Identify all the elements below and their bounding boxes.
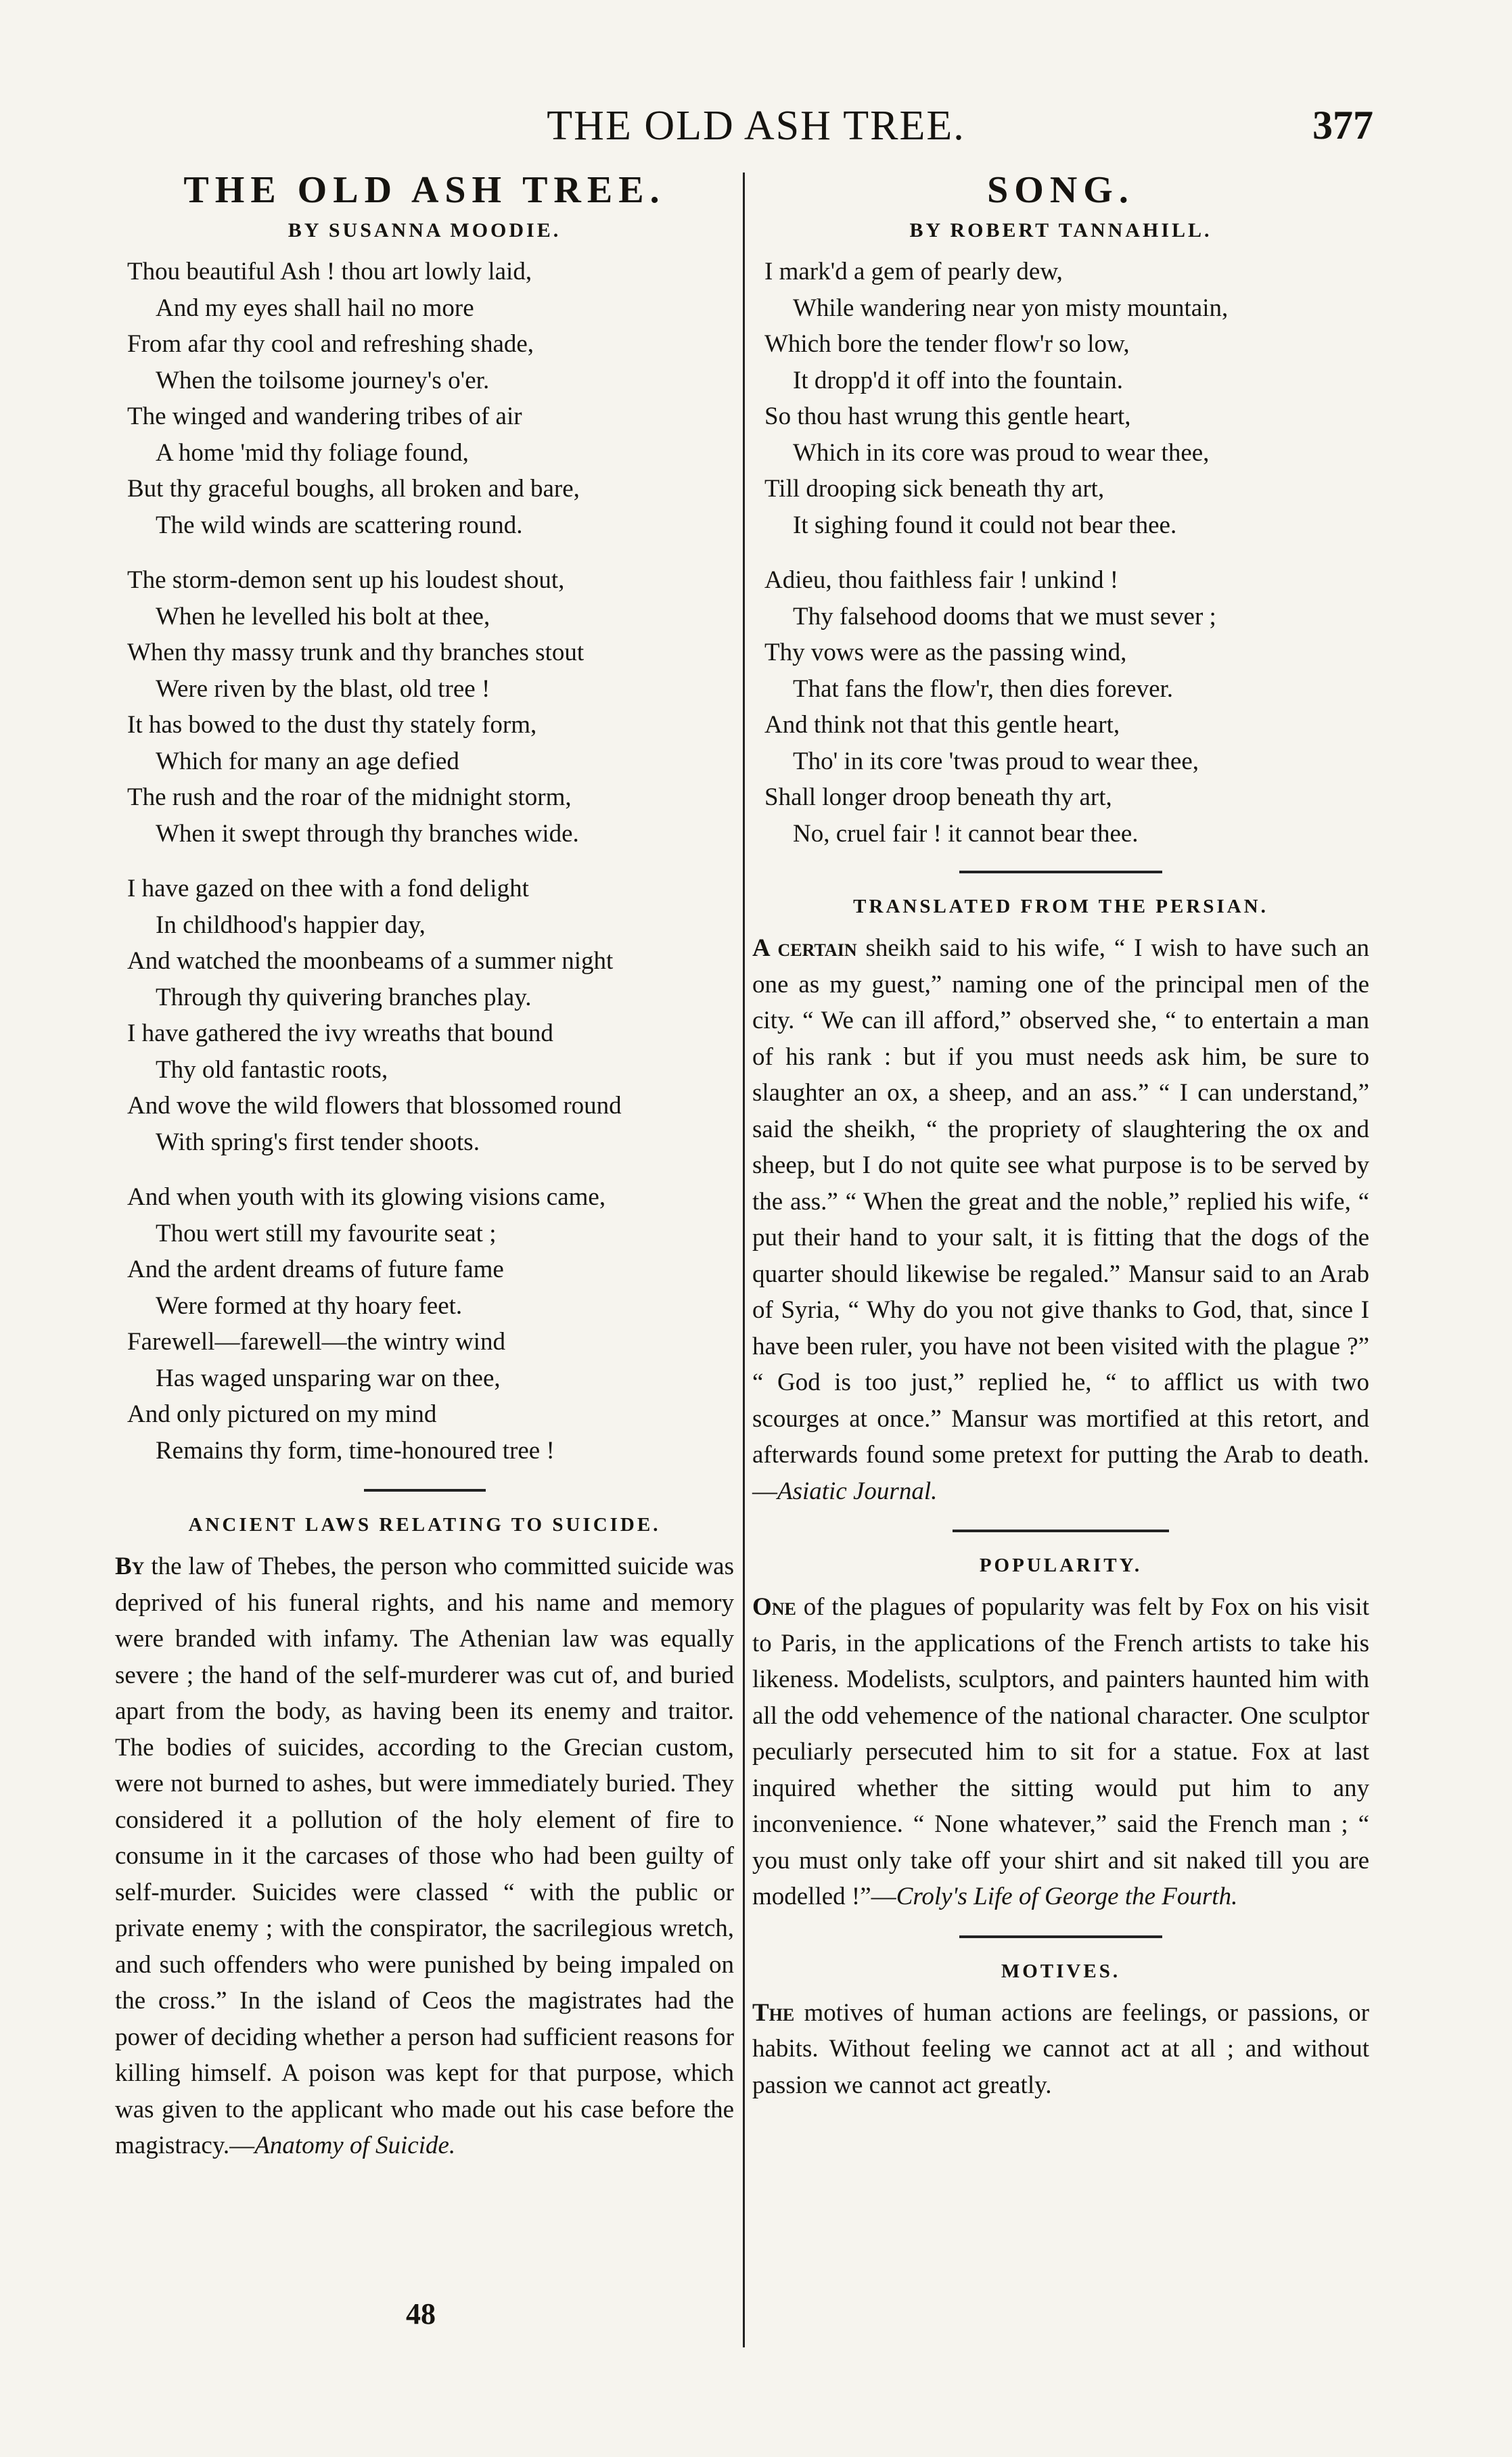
verse-line: I have gazed on thee with a fond delight	[127, 875, 529, 902]
stanza	[115, 1179, 734, 1469]
column-divider	[743, 173, 745, 2347]
verse-line: Which for many an age defied	[156, 747, 459, 775]
motives-heading: MOTIVES.	[1001, 1960, 1121, 1982]
verse-line: Till drooping sick beneath thy art,	[764, 475, 1105, 503]
poem-title: THE OLD ASH TREE.	[183, 169, 666, 211]
verse-line: Tho' in its core 'twas proud to wear thee,	[793, 747, 1199, 775]
section-rule	[364, 1489, 486, 1492]
suicide-heading: ANCIENT LAWS RELATING TO SUICIDE.	[188, 1514, 661, 1536]
verse-line: And wove the wild flowers that blossomed round	[127, 1092, 622, 1120]
verse-line: And my eyes shall hail no more	[156, 294, 474, 322]
stanza	[115, 871, 734, 1160]
verse-line: And the ardent dreams of future fame	[127, 1256, 504, 1283]
verse-line: Thou beautiful Ash ! thou art lowly laid,	[127, 258, 532, 285]
verse-line: Adieu, thou faithless fair ! unkind !	[764, 566, 1119, 594]
verse-line: Has waged unsparing war on thee,	[156, 1364, 501, 1392]
verse-line: From afar thy cool and refreshing shade,	[127, 330, 534, 358]
verse-line: The winged and wandering tribes of air	[127, 403, 522, 430]
verse-line: No, cruel fair ! it cannot bear thee.	[793, 819, 1139, 848]
verse-line: When it swept through thy branches wide.	[156, 819, 579, 848]
verse-line: Remains thy form, time-honoured tree !	[156, 1436, 555, 1465]
running-head	[0, 98, 1512, 159]
verse-line: It has bowed to the dust thy stately form,	[127, 711, 537, 739]
verse-line: The storm-demon sent up his loudest shout,	[127, 566, 565, 594]
drop-word: One	[752, 1593, 796, 1621]
verse-line: And think not that this gentle heart,	[764, 711, 1120, 739]
verse-line: Which bore the tender flow'r so low,	[764, 330, 1130, 358]
verse-line: I have gathered the ivy wreaths that bound	[127, 1019, 553, 1047]
verse-line: When he levelled his bolt at thee,	[156, 602, 490, 630]
verse-line: Shall longer droop beneath thy art,	[764, 783, 1112, 811]
motives-article	[752, 1995, 1369, 2104]
popularity-heading: POPULARITY.	[979, 1555, 1143, 1576]
drop-word: The	[752, 1998, 795, 2027]
verse-line: When thy massy trunk and thy branches stout	[127, 639, 585, 666]
verse-line: Thou wert still my favourite seat ;	[156, 1219, 497, 1247]
verse-line: And watched the moonbeams of a summer night	[127, 947, 614, 975]
verse-line: While wandering near yon misty mountain,	[793, 294, 1229, 322]
page-number: 377	[1312, 103, 1373, 147]
article-text: the law of Thebes, the person who committed suicide was deprived of his funeral rights, and his name and memory were branded with infamy. The Athenian law was equally severe ; the hand of the self-murderer was cut of, and buried apart from the body, as having been its enemy and traitor. The bodies of suicides, according to the Grecian custom, were not burned to ashes, but were immediately buried. They considered it a pollution of the holy element of fire to consume in it the carcases of those who had been guilty of self-murder. Suicides were classed “ with the public or private enemy ; with the conspirator, the sacrilegious wretch, and such offenders who were punished by being impaled on the cross.” In the island of Ceos the magistrates had the power of deciding whether a person had sufficient reasons for killing himself. A poison was kept for that purpose, which was given to the applicant who made out his case before the magistracy.—	[115, 1553, 734, 2159]
verse-line: Were formed at thy hoary feet.	[156, 1291, 463, 1320]
verse-line: A home 'mid thy foliage found,	[156, 438, 469, 467]
persian-heading: TRANSLATED FROM THE PERSIAN.	[853, 896, 1268, 917]
verse-line: And only pictured on my mind	[127, 1400, 437, 1428]
persian-article	[752, 930, 1369, 1509]
verse-line: And when youth with its glowing visions came,	[127, 1183, 606, 1211]
drop-word: A certain	[752, 934, 857, 962]
left-column	[115, 166, 734, 2164]
verse-line: The rush and the roar of the midnight storm,	[127, 783, 572, 811]
verse-line: Thy falsehood dooms that we must sever ;	[793, 602, 1216, 630]
verse-line: Were riven by the blast, old tree !	[156, 674, 490, 703]
stanza	[115, 562, 734, 852]
drop-word: By	[115, 1553, 145, 1580]
verse-line: That fans the flow'r, then dies forever.	[793, 674, 1174, 703]
verse-line: But thy graceful boughs, all broken and bare,	[127, 475, 580, 503]
verse-line: Which in its core was proud to wear thee,	[793, 438, 1210, 467]
verse-line: It sighing found it could not bear thee.	[793, 511, 1177, 539]
stanza	[115, 254, 734, 543]
verse-line: I mark'd a gem of pearly dew,	[764, 258, 1063, 285]
song-title: SONG.	[987, 169, 1135, 211]
verse-line: Through thy quivering branches play.	[156, 983, 532, 1011]
popularity-article	[752, 1589, 1369, 1915]
verse-line: The wild winds are scattering round.	[156, 511, 523, 539]
article-source: Asiatic Journal.	[777, 1477, 938, 1505]
verse-line: When the toilsome journey's o'er.	[156, 366, 490, 394]
verse-line: In childhood's happier day,	[156, 911, 426, 939]
section-rule	[959, 1935, 1162, 1938]
song-body	[752, 254, 1369, 852]
verse-line: Thy old fantastic roots,	[156, 1055, 388, 1084]
right-column	[752, 166, 1369, 2103]
section-rule	[959, 871, 1162, 873]
article-source: Croly's Life of George the Fourth.	[896, 1883, 1238, 1910]
song-byline: BY ROBERT TANNAHILL.	[909, 219, 1212, 242]
verse-line: It dropp'd it off into the fountain.	[793, 366, 1123, 394]
poem-body	[115, 254, 734, 1469]
stanza	[752, 562, 1369, 852]
section-rule	[953, 1530, 1169, 1532]
verse-line: Farewell—farewell—the wintry wind	[127, 1328, 505, 1356]
article-source: Anatomy of Suicide.	[254, 2132, 456, 2159]
verse-line: So thou hast wrung this gentle heart,	[764, 403, 1131, 430]
article-text: motives of human actions are feelings, or passions, or habits. Without feeling we cannot act at all ; and without passion we cannot act greatly.	[752, 1998, 1369, 2099]
signature-mark: 48	[406, 2297, 436, 2330]
article-text: of the plagues of popularity was felt by Fox on his visit to Paris, in the applications of the French artists to take his likeness. Modelists, sculptors, and painters haunted him with all the odd vehemence of the national character. One sculptor peculiarly persecuted him to sit for a statue. Fox at last inquired whether the sitting would put him to any inconvenience. “ None whatever,” said the French man ; “ you must only take off your shirt and sit naked till you are modelled !”—	[752, 1593, 1369, 1910]
verse-line: Thy vows were as the passing wind,	[764, 639, 1127, 666]
running-title: THE OLD ASH TREE.	[547, 103, 965, 149]
verse-line: With spring's first tender shoots.	[156, 1128, 480, 1156]
poem-byline: BY SUSANNA MOODIE.	[288, 219, 562, 242]
stanza	[752, 254, 1369, 543]
suicide-article	[115, 1548, 734, 2164]
article-text: sheikh said to his wife, “ I wish to have such an one as my guest,” naming one of the principal men of the city. “ We can ill afford,” observed she, “ to entertain a man of his rank : but if you must needs ask him, be sure to slaughter an ox, a sheep, and an ass.” “ I can understand,” said the sheikh, “ the propriety of slaughtering the ox and sheep, but I do not quite see what purpose is to be served by the ass.” “ When the great and the noble,” replied his wife, “ put their hand to your salt, it is fitting that the dogs of the quarter should likewise be regaled.” Mansur said to an Arab of Syria, “ Why do you not give thanks to God, that, since I have been ruler, you have not been visited with the plague ?” “ God is too just,” replied he, “ to afflict us with two scourges at once.” Mansur was mortified at this retort, and afterwards found some pretext for putting the Arab to death.—	[752, 934, 1370, 1505]
